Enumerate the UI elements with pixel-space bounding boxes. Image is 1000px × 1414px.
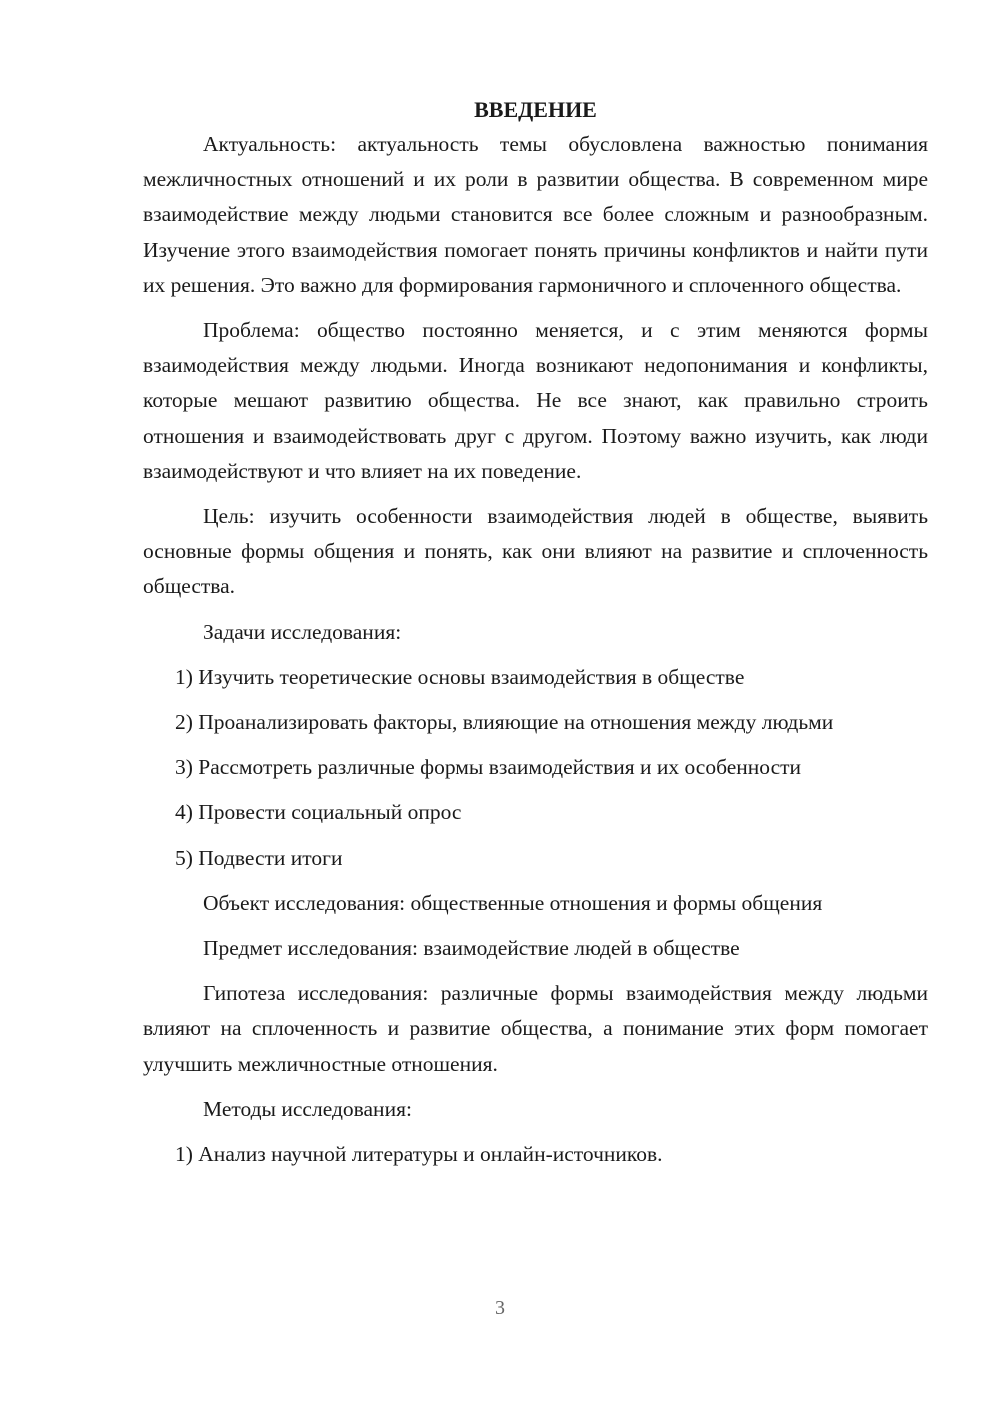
tasks-heading: Задачи исследования: [203, 619, 402, 644]
task-item-3: 3) Рассмотреть различные формы взаимодействия и их особенности [175, 755, 802, 780]
paragraph-subject: Предмет исследования: взаимодействие людей в обществе [203, 936, 740, 961]
paragraph-relevance: Актуальность: актуальность темы обусловлена важностью понимания межличностных отношений и их роли в развитии общества. В современном мире взаимодействие между людьми становится все более сложным и разнообразным. Изучение этого взаимодействия помогает понять причины конфликтов и найти пути их решения. Это важно для формирования гармоничного и сплоченного общества. [143, 132, 928, 297]
methods-heading: Методы исследования: [203, 1096, 412, 1121]
paragraph-goal: Цель: изучить особенности взаимодействия людей в обществе, выявить основные формы общения и понять, как они влияют на развитие и сплоченность общества. [143, 504, 928, 599]
document-body [143, 92, 928, 1172]
page-number: 3 [495, 1297, 505, 1319]
paragraph-object: Объект исследования: общественные отношения и формы общения [203, 890, 823, 915]
task-item-4: 4) Провести социальный опрос [175, 800, 462, 825]
task-item-2: 2) Проанализировать факторы, влияющие на отношения между людьми [175, 710, 834, 735]
paragraph-problem: Проблема: общество постоянно меняется, и с этим меняются формы взаимодействия между людьми. Иногда возникают недопонимания и конфликты, которые мешают развитию общества. Не все знают, как правильно строить отношения и взаимодействовать друг с другом. Поэтому важно изучить, как люди взаимодействуют и что влияет на их поведение. [143, 318, 928, 483]
page-title: ВВЕДЕНИЕ [474, 97, 597, 122]
paragraph-hypothesis: Гипотеза исследования: различные формы взаимодействия между людьми влияют на сплоченность и развитие общества, а понимание этих форм помогает улучшить межличностные отношения. [143, 981, 928, 1076]
task-item-1: 1) Изучить теоретические основы взаимодействия в обществе [175, 664, 745, 689]
task-item-5: 5) Подвести итоги [175, 845, 343, 870]
method-item-1: 1) Анализ научной литературы и онлайн-источников. [175, 1142, 663, 1167]
